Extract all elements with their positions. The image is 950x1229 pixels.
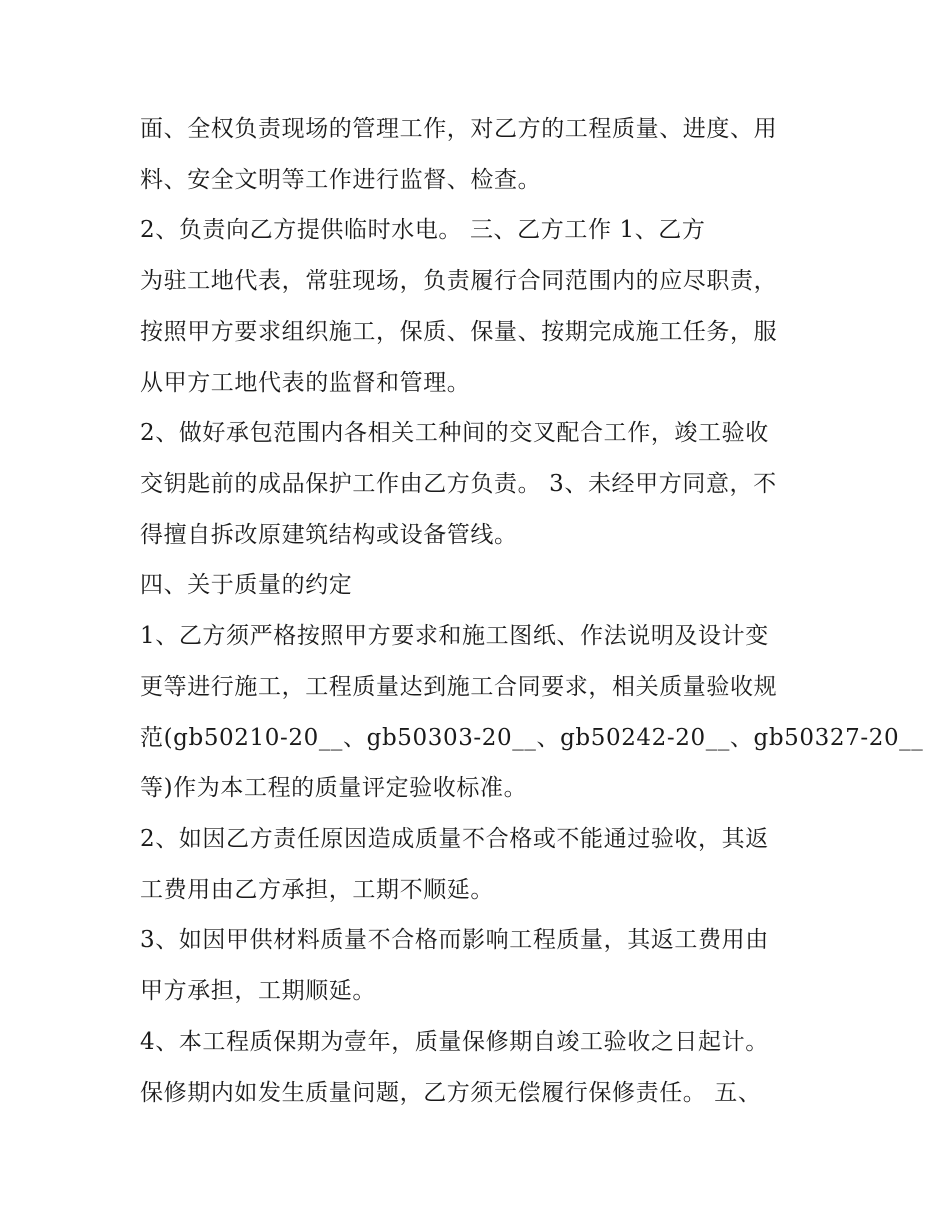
text-line: 更等进行施工，工程质量达到施工合同要求，相关质量验收规: [140, 674, 778, 700]
text-line: 2、如因乙方责任原因造成质量不合格或不能通过验收，其返: [140, 826, 769, 852]
text-line: 为驻工地代表，常驻现场，负责履行合同范围内的应尽职责，: [140, 268, 778, 294]
text-line: 交钥匙前的成品保护工作由乙方负责。 3、未经甲方同意，不: [140, 471, 777, 497]
text-line: 2、负责向乙方提供临时水电。 三、乙方工作 1、乙方: [140, 217, 706, 243]
text-line: 从甲方工地代表的监督和管理。: [140, 370, 471, 396]
text-line: 等)作为本工程的质量评定验收标准。: [140, 775, 528, 801]
text-line: 料、安全文明等工作进行监督、检查。: [140, 167, 542, 193]
text-line: 得擅自拆改原建筑结构或设备管线。: [140, 522, 518, 548]
text-line: 甲方承担，工期顺延。: [140, 978, 376, 1004]
section-heading: 四、关于质量的约定: [140, 572, 353, 598]
text-line: 2、做好承包范围内各相关工种间的交叉配合工作，竣工验收: [140, 420, 769, 446]
text-line: 范(gb50210-20__、gb50303-20__、gb50242-20__、gb50327-20__: [140, 725, 924, 751]
text-line: 工费用由乙方承担，工期不顺延。: [140, 877, 494, 903]
text-line: 4、本工程质保期为壹年，质量保修期自竣工验收之日起计。: [140, 1029, 769, 1055]
text-line: 3、如因甲供材料质量不合格而影响工程质量，其返工费用由: [140, 927, 769, 953]
text-line: 按照甲方要求组织施工，保质、保量、按期完成施工任务，服: [140, 319, 778, 345]
text-line: 面、全权负责现场的管理工作，对乙方的工程质量、进度、用: [140, 116, 778, 142]
text-line: 保修期内如发生质量问题，乙方须无偿履行保修责任。 五、: [140, 1080, 762, 1106]
text-line: 1、乙方须严格按照甲方要求和施工图纸、作法说明及设计变: [140, 623, 769, 649]
